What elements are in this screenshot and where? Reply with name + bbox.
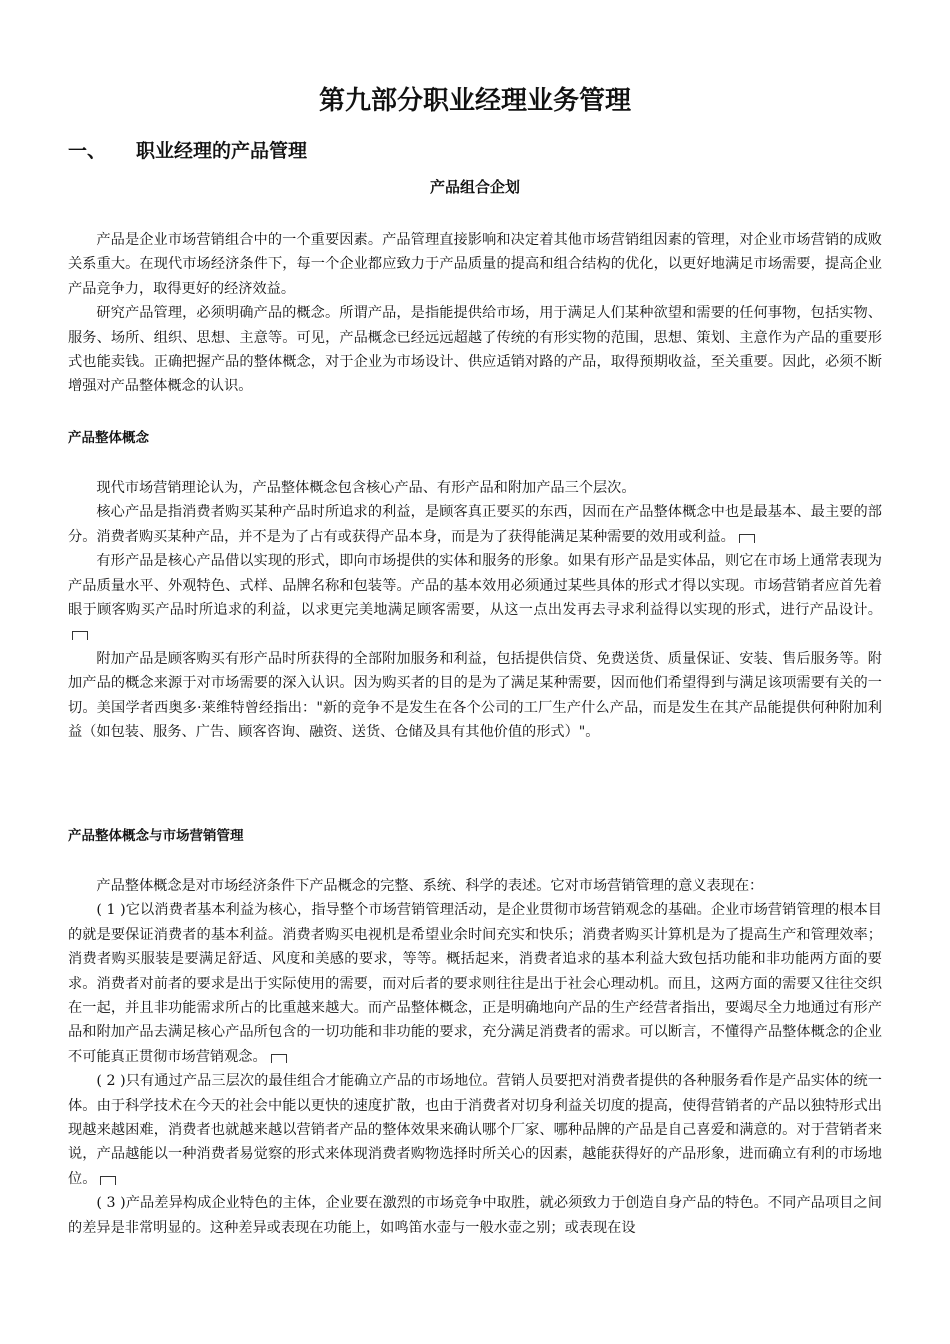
paragraph-mark-icon [271,1054,287,1063]
paragraph: 现代市场营销理论认为，产品整体概念包含核心产品、有形产品和附加产品三个层次。 [96,480,636,496]
subsection-title: 产品组合企划 [429,178,520,196]
paragraph [68,549,882,647]
paragraph [68,898,882,1069]
section-heading [68,138,307,164]
mgmt-heading: 产品整体概念与市场营销管理 [68,828,244,844]
paragraph-mark-icon [739,534,755,543]
paragraph-mark-icon [100,1176,116,1185]
paragraph-text: ( 2 )只有通过产品三层次的最佳组合才能确立产品的市场地位。营销人员要把对消费者提供的各种服务看作是产品实体的统一体。由于科学技术在今天的社会中能以更快的速度扩散，也由于消费者对切身利益关切度的提高，使得营销者的产品以独特形式出现越来越困难，消费者也就越来越以营销者产品的整体效果来确认哪个厂家、哪种品牌的产品是自己喜爱和满意的。对于营销者来说，产品越能以一种消费者易觉察的形式来体现消费者购物选择时所关心的因素，越能获得好的产品形象，进而确立有利的市场地位。 [68,1073,882,1187]
paragraph-text: ( 1 )它以消费者基本利益为核心，指导整个市场营销管理活动，是企业贯彻市场营销观念的基础。企业市场营销管理的根本目的就是要保证消费者的基本利益。消费者购买电视机是希望业余时间充实和快乐；消费者购买计算机是为了提高生产和管理效率；消费者购买服装是要满足舒适、风度和美感的要求，等等。概括起来，消费者追求的基本利益大致包括功能和非功能两方面的要求。消费者对前者的要求是出于实际使用的需要，而对后者的要求则往往是出于社会心理动机。而且，这两方面的需要又往往交织在一起，并且非功能需求所占的比重越来越大。而产品整体概念，正是明确地向产品的生产经营者指出，要竭尽全力地通过有形产品和附加产品去满足核心产品所包含的一切功能和非功能的要求，充分满足消费者的需求。可以断言，不懂得产品整体概念的企业不可能真正贯彻市场营销观念。 [68,902,882,1065]
paragraph-mark-icon [72,631,88,640]
mgmt-block [68,874,882,1240]
paragraph: 研究产品管理，必须明确产品的概念。所谓产品，是指能提供给市场，用于满足人们某种欲望和需要的任何事物，包括实物、服务、场所、组织、思想、主意等。可见，产品概念已经远远超越了传统的有形实物的范围，思想、策划、主意作为产品的重要形式也能卖钱。正确把握产品的整体概念，对于企业为市场设计、供应适销对路的产品，取得预期收益，至关重要。因此，必须不断增强对产品整体概念的认识。 [68,305,882,395]
paragraph: 产品整体概念是对市场经济条件下产品概念的完整、系统、科学的表述。它对市场营销管理的意义表现在： [96,878,764,894]
paragraph: ( 3 )产品差异构成企业特色的主体，企业要在激烈的市场竞争中取胜，就必须致力于创造自身产品的特色。不同产品项目之间的差异是非常明显的。这种差异或表现在功能上，如鸣笛水壶与一般水壶之别；或表现在设 [68,1195,882,1236]
section-title: 职业经理的产品管理 [136,140,308,162]
paragraph [68,500,882,549]
paragraph: 产品是企业市场营销组合中的一个重要因素。产品管理直接影响和决定着其他市场营销组因素的管理，对企业市场营销的成败关系重大。在现代市场经济条件下，每一个企业都应致力于产品质量的提高和组合结构的优化，以更好地满足市场需要，提高企业产品竞争力，取得更好的经济效益。 [68,232,882,297]
paragraph-text: 核心产品是指消费者购买某种产品时所追求的利益，是顾客真正要买的东西，因而在产品整体概念中也是最基本、最主要的部分。消费者购买某种产品，并不是为了占有或获得产品本身，而是为了获得能满足某种需要的效用或利益。 [68,504,882,545]
concept-heading: 产品整体概念 [68,430,149,446]
paragraph-text: 有形产品是核心产品借以实现的形式，即向市场提供的实体和服务的形象。如果有形产品是实体品，则它在市场上通常表现为产品质量水平、外观特色、式样、品牌名称和包装等。产品的基本效用必须通过某些具体的形式才得以实现。市场营销者应首先着眼于顾客购买产品时所追求的利益，以求更完美地满足顾客需要，从这一点出发再去寻求利益得以实现的形式，进行产品设计。 [68,553,882,619]
document-title: 第九部分职业经理业务管理 [318,86,631,116]
intro-block [68,228,882,399]
section-number: 一、 [68,140,107,162]
paragraph: 附加产品是顾客购买有形产品时所获得的全部附加服务和利益，包括提供信贷、免费送货、质量保证、安装、售后服务等。附加产品的概念来源于对市场需要的深入认识。因为购买者的目的是为了满足某种需要，因而他们希望得到与满足该项需要有关的一切。美国学者西奥多·莱维特曾经指出："新的竞争不是发生在各个公司的工厂生产什么产品，而是发生在其产品能提供何种附加利益（如包装、服务、广告、顾客咨询、融资、送货、仓储及具有其他价值的形式）"。 [68,650,882,741]
concept-block [68,476,882,744]
paragraph [68,1069,882,1191]
